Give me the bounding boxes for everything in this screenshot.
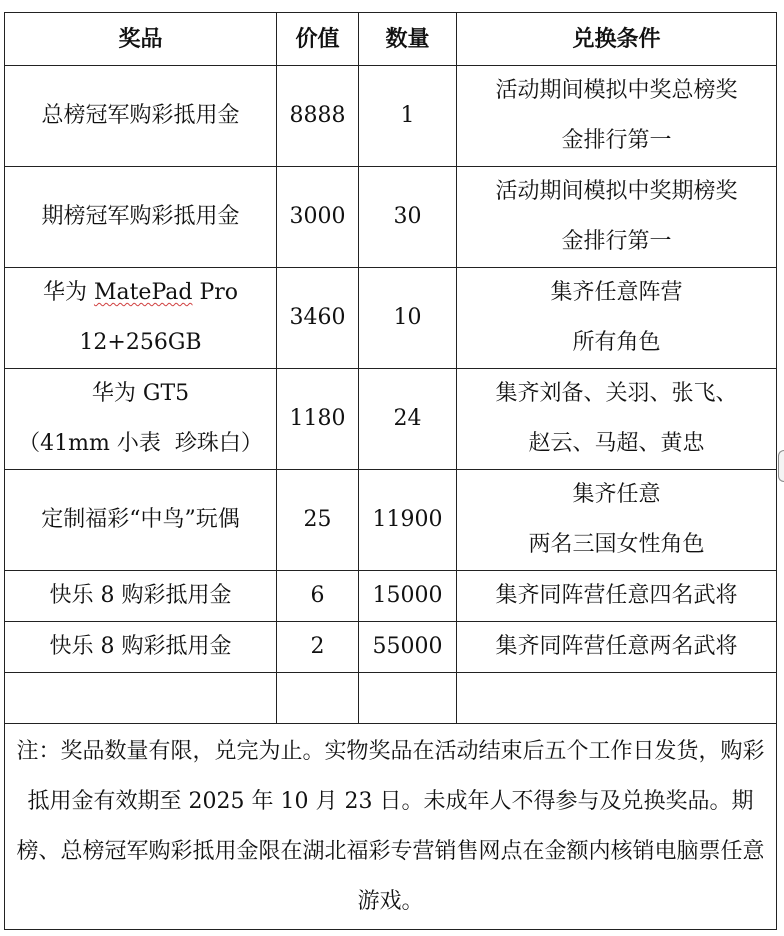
header-value: 价值 xyxy=(277,13,359,66)
empty-row xyxy=(5,673,777,724)
prize-table xyxy=(4,12,777,930)
condition-line: 活动期间模拟中奖总榜奖 xyxy=(495,78,738,103)
header-prize: 奖品 xyxy=(5,13,277,66)
prize-cell xyxy=(5,369,277,470)
prize-cell xyxy=(5,268,277,369)
empty-cell xyxy=(5,673,277,724)
condition-cell xyxy=(457,66,777,167)
prize-line: 华为 GT5 xyxy=(91,381,190,406)
scroll-tab-handle[interactable] xyxy=(778,450,784,482)
quantity-cell: 11900 xyxy=(359,470,457,571)
quantity-cell: 24 xyxy=(359,369,457,470)
prize-model-spellcheck: MatePad xyxy=(93,280,193,305)
prize-cell: 快乐 8 购彩抵用金 xyxy=(5,622,277,673)
table-row xyxy=(5,167,777,268)
condition-line: 两名三国女性角色 xyxy=(528,532,705,557)
table-row xyxy=(5,268,777,369)
condition-line: 金排行第一 xyxy=(561,128,672,153)
quantity-cell: 30 xyxy=(359,167,457,268)
condition-line: 赵云、马超、黄忠 xyxy=(528,431,705,456)
condition-line: 集齐任意阵营 xyxy=(550,280,683,305)
quantity-cell: 55000 xyxy=(359,622,457,673)
condition-cell xyxy=(457,369,777,470)
table-row xyxy=(5,470,777,571)
table-row xyxy=(5,622,777,673)
condition-line: 集齐任意 xyxy=(572,482,661,507)
quantity-cell: 10 xyxy=(359,268,457,369)
empty-cell xyxy=(457,673,777,724)
prize-line: 12+256GB xyxy=(79,330,202,355)
condition-cell xyxy=(457,268,777,369)
condition-line: 所有角色 xyxy=(572,330,661,355)
condition-line: 活动期间模拟中奖期榜奖 xyxy=(495,179,738,204)
condition-cell: 集齐同阵营任意四名武将 xyxy=(457,571,777,622)
prize-cell: 期榜冠军购彩抵用金 xyxy=(5,167,277,268)
empty-cell xyxy=(359,673,457,724)
prize-cell: 快乐 8 购彩抵用金 xyxy=(5,571,277,622)
quantity-cell: 1 xyxy=(359,66,457,167)
note-row xyxy=(5,724,777,930)
prize-line xyxy=(11,268,270,318)
condition-line: 集齐刘备、关羽、张飞、 xyxy=(495,381,738,406)
prize-cell: 总榜冠军购彩抵用金 xyxy=(5,66,277,167)
condition-cell: 集齐同阵营任意两名武将 xyxy=(457,622,777,673)
table-row xyxy=(5,66,777,167)
prize-line: （41mm 小表 珍珠白） xyxy=(18,431,263,456)
value-cell: 3000 xyxy=(277,167,359,268)
table-row xyxy=(5,571,777,622)
empty-cell xyxy=(277,673,359,724)
header-row xyxy=(5,13,777,66)
value-cell: 3460 xyxy=(277,268,359,369)
value-cell: 8888 xyxy=(277,66,359,167)
condition-cell xyxy=(457,470,777,571)
condition-line: 金排行第一 xyxy=(561,229,672,254)
header-condition: 兑换条件 xyxy=(457,13,777,66)
quantity-cell: 15000 xyxy=(359,571,457,622)
value-cell: 25 xyxy=(277,470,359,571)
prize-cell: 定制福彩“中鸟”玩偶 xyxy=(5,470,277,571)
condition-cell xyxy=(457,167,777,268)
value-cell: 6 xyxy=(277,571,359,622)
value-cell: 1180 xyxy=(277,369,359,470)
value-cell: 2 xyxy=(277,622,359,673)
table-row xyxy=(5,369,777,470)
prize-model-suffix: Pro xyxy=(192,280,239,305)
header-quantity: 数量 xyxy=(359,13,457,66)
prize-brand: 华为 xyxy=(42,280,94,305)
note-text: 注：奖品数量有限，兑完为止。实物奖品在活动结束后五个工作日发货，购彩抵用金有效期至 2025 年 10 月 23 日。未成年人不得参与及兑换奖品。期榜、总榜冠军购彩抵用金限在湖北福彩专营销售网点在金额内核销电脑票任意游戏。 xyxy=(5,724,777,930)
